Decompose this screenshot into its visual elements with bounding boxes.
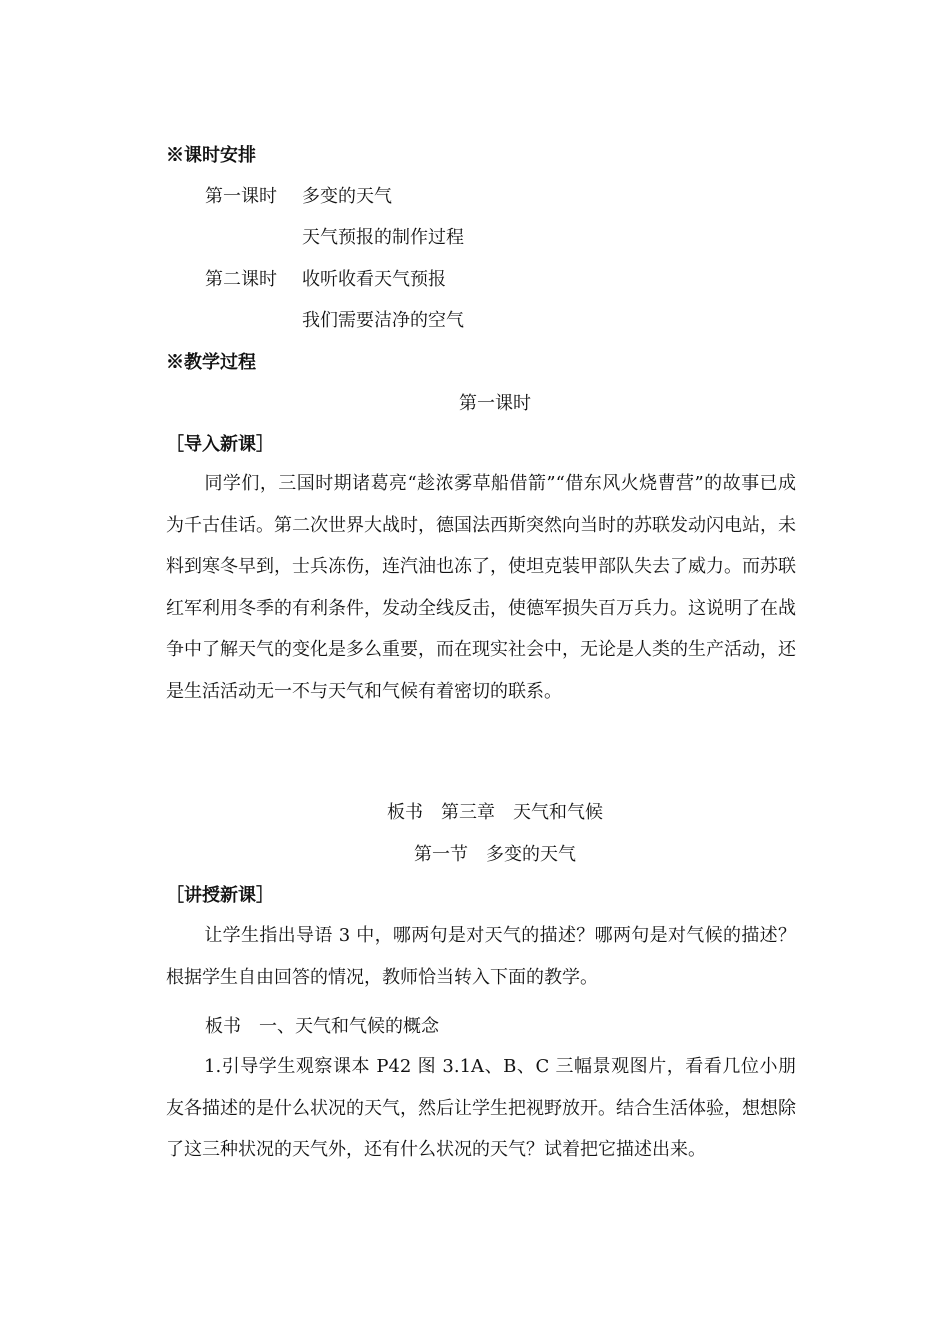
intro-paragraph: 同学们，三国时期诸葛亮“趁浓雾草船借箭”“借东风火烧曹营”的故事已成为千古佳话。第二次世界大战时，德国法西斯突然向当时的苏联发动闪电站，未料到寒冬早到，士兵冻伤，连汽油也冻了，使坦克装甲部队失去了威力。而苏联红军利用冬季的有利条件，发动全线反击，使德军损失百万兵力。这说明了在战争中了解天气的变化是多么重要，而在现实社会中，无论是人类的生产活动，还是生活活动无一不与天气和气候有着密切的联系。 xyxy=(166,473,796,702)
schedule-row2-label: 第二课时 xyxy=(205,269,277,290)
schedule-row1-item1: 多变的天气 xyxy=(302,186,392,207)
schedule-row1-item2: 天气预报的制作过程 xyxy=(302,227,464,248)
lesson-title: 第一课时 xyxy=(459,393,531,414)
schedule-row2-item2: 我们需要洁净的空气 xyxy=(302,310,464,331)
schedule-heading: ※课时安排 xyxy=(166,145,256,166)
teach-heading: ［讲授新课］ xyxy=(166,885,274,906)
schedule-row1-label: 第一课时 xyxy=(205,186,277,207)
teach-paragraph-1: 让学生指出导语 3 中，哪两句是对天气的描述？哪两句是对气候的描述？根据学生自由回答的情况，教师恰当转入下面的教学。 xyxy=(166,925,796,988)
teach-paragraph-2: 1.引导学生观察课本 P42 图 3.1A、B、C 三幅景观图片，看看几位小朋友各描述的是什么状况的天气，然后让学生把视野放开。结合生活体验，想想除了这三种状况的天气外，还有什么状况的天气？试着把它描述出来。 xyxy=(166,1056,796,1160)
board-title: 板书 第三章 天气和气候 xyxy=(387,802,603,823)
teach-board-line: 板书 一、天气和气候的概念 xyxy=(205,1016,439,1037)
schedule-row2-item1: 收听收看天气预报 xyxy=(302,269,446,290)
intro-heading: ［导入新课］ xyxy=(166,434,274,455)
process-heading: ※教学过程 xyxy=(166,352,256,373)
board-subtitle: 第一节 多变的天气 xyxy=(414,844,576,865)
